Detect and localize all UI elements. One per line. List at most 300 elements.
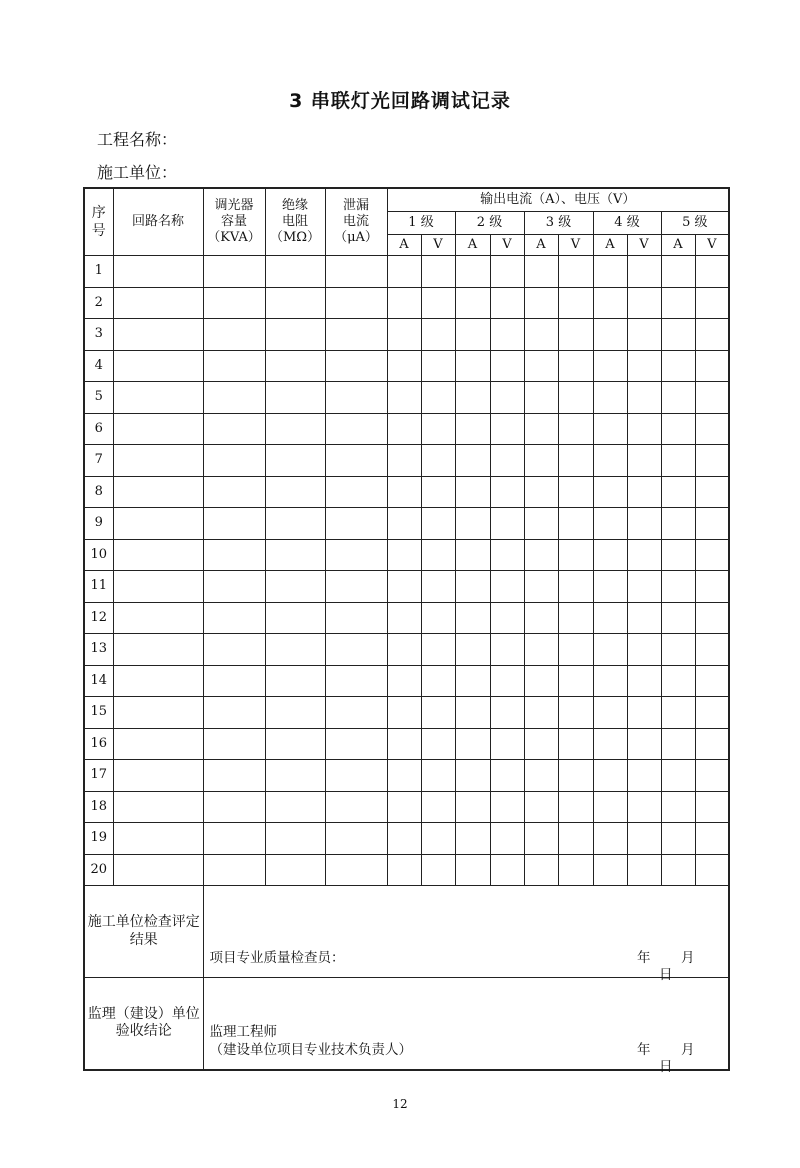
entry-cell[interactable]: [113, 382, 203, 414]
entry-cell[interactable]: [455, 697, 490, 729]
entry-cell[interactable]: [325, 413, 387, 445]
entry-cell[interactable]: [593, 823, 627, 855]
entry-cell[interactable]: [558, 760, 593, 792]
entry-cell[interactable]: [113, 319, 203, 351]
entry-cell[interactable]: [265, 539, 325, 571]
entry-cell[interactable]: [593, 539, 627, 571]
entry-cell[interactable]: [325, 697, 387, 729]
entry-cell[interactable]: [455, 602, 490, 634]
entry-cell[interactable]: [695, 697, 729, 729]
entry-cell[interactable]: [325, 445, 387, 477]
entry-cell[interactable]: [203, 728, 265, 760]
entry-cell[interactable]: [421, 476, 455, 508]
table-row: [84, 287, 729, 319]
entry-cell[interactable]: [490, 539, 524, 571]
entry-cell[interactable]: [695, 634, 729, 666]
entry-cell[interactable]: [524, 319, 558, 351]
entry-cell[interactable]: [113, 602, 203, 634]
entry-cell[interactable]: [325, 823, 387, 855]
entry-cell[interactable]: [593, 634, 627, 666]
entry-cell[interactable]: [558, 287, 593, 319]
entry-cell[interactable]: [421, 445, 455, 477]
entry-cell[interactable]: [490, 382, 524, 414]
entry-cell[interactable]: [421, 256, 455, 288]
entry-cell[interactable]: [695, 665, 729, 697]
entry-cell[interactable]: [265, 665, 325, 697]
entry-cell[interactable]: [325, 539, 387, 571]
entry-cell[interactable]: [627, 602, 661, 634]
entry-cell[interactable]: [113, 854, 203, 886]
entry-cell[interactable]: [661, 350, 695, 382]
entry-cell[interactable]: [490, 697, 524, 729]
entry-cell[interactable]: [203, 445, 265, 477]
entry-cell[interactable]: [661, 256, 695, 288]
entry-cell[interactable]: [661, 791, 695, 823]
entry-cell[interactable]: [113, 760, 203, 792]
entry-cell[interactable]: [203, 760, 265, 792]
entry-cell[interactable]: [490, 571, 524, 603]
entry-cell[interactable]: [455, 634, 490, 666]
entry-cell[interactable]: [558, 350, 593, 382]
entry-cell[interactable]: [695, 445, 729, 477]
entry-cell[interactable]: [265, 602, 325, 634]
entry-cell[interactable]: [627, 791, 661, 823]
entry-cell[interactable]: [203, 634, 265, 666]
entry-cell[interactable]: [558, 571, 593, 603]
entry-cell[interactable]: [203, 823, 265, 855]
table-row: [84, 854, 729, 886]
entry-cell[interactable]: [661, 539, 695, 571]
entry-cell[interactable]: [558, 382, 593, 414]
entry-cell[interactable]: [113, 350, 203, 382]
entry-cell[interactable]: [113, 791, 203, 823]
entry-cell[interactable]: [455, 508, 490, 540]
entry-cell[interactable]: [455, 760, 490, 792]
entry-cell[interactable]: [695, 728, 729, 760]
entry-cell[interactable]: [695, 760, 729, 792]
entry-cell[interactable]: [455, 791, 490, 823]
supervision-conclusion-cell[interactable]: [203, 978, 729, 1075]
entry-cell[interactable]: [627, 508, 661, 540]
entry-cell[interactable]: [558, 697, 593, 729]
entry-cell[interactable]: [490, 319, 524, 351]
entry-cell[interactable]: [524, 760, 558, 792]
entry-cell[interactable]: [593, 287, 627, 319]
table-row: [84, 823, 729, 855]
entry-cell[interactable]: [113, 287, 203, 319]
entry-cell[interactable]: [265, 571, 325, 603]
entry-cell[interactable]: [113, 539, 203, 571]
entry-cell[interactable]: [325, 760, 387, 792]
entry-cell[interactable]: [524, 539, 558, 571]
entry-cell[interactable]: [265, 382, 325, 414]
entry-cell[interactable]: [203, 382, 265, 414]
entry-cell[interactable]: [203, 571, 265, 603]
entry-cell[interactable]: [627, 287, 661, 319]
entry-cell[interactable]: [627, 319, 661, 351]
entry-cell[interactable]: [203, 508, 265, 540]
entry-cell[interactable]: [490, 854, 524, 886]
entry-cell[interactable]: [593, 256, 627, 288]
entry-cell[interactable]: [421, 697, 455, 729]
entry-cell[interactable]: [524, 634, 558, 666]
entry-cell[interactable]: [387, 476, 421, 508]
entry-cell[interactable]: [593, 445, 627, 477]
entry-cell[interactable]: [490, 350, 524, 382]
entry-cell[interactable]: [661, 445, 695, 477]
entry-cell[interactable]: [593, 602, 627, 634]
entry-cell[interactable]: [661, 854, 695, 886]
entry-cell[interactable]: [490, 287, 524, 319]
entry-cell[interactable]: [558, 319, 593, 351]
entry-cell[interactable]: [455, 350, 490, 382]
entry-cell[interactable]: [421, 413, 455, 445]
entry-cell[interactable]: [558, 854, 593, 886]
entry-cell[interactable]: [524, 508, 558, 540]
entry-cell[interactable]: [695, 823, 729, 855]
entry-cell[interactable]: [524, 287, 558, 319]
entry-cell[interactable]: [593, 854, 627, 886]
entry-cell[interactable]: [455, 728, 490, 760]
entry-cell[interactable]: [524, 697, 558, 729]
entry-cell[interactable]: [627, 697, 661, 729]
entry-cell[interactable]: [325, 791, 387, 823]
entry-cell[interactable]: [490, 445, 524, 477]
header-unit-a: A: [593, 235, 627, 256]
entry-cell[interactable]: [558, 445, 593, 477]
entry-cell[interactable]: [265, 760, 325, 792]
entry-cell[interactable]: [421, 571, 455, 603]
entry-cell[interactable]: [325, 602, 387, 634]
entry-cell[interactable]: [455, 445, 490, 477]
entry-cell[interactable]: [387, 382, 421, 414]
entry-cell[interactable]: [113, 476, 203, 508]
entry-cell[interactable]: [558, 823, 593, 855]
entry-cell[interactable]: [265, 476, 325, 508]
entry-cell[interactable]: [524, 382, 558, 414]
entry-cell[interactable]: [421, 287, 455, 319]
entry-cell[interactable]: [387, 508, 421, 540]
entry-cell[interactable]: [627, 760, 661, 792]
entry-cell[interactable]: [265, 508, 325, 540]
entry-cell[interactable]: [421, 823, 455, 855]
entry-cell[interactable]: [265, 823, 325, 855]
entry-cell[interactable]: [387, 823, 421, 855]
entry-cell[interactable]: [113, 508, 203, 540]
entry-cell[interactable]: [455, 854, 490, 886]
entry-cell[interactable]: [265, 319, 325, 351]
entry-cell[interactable]: [325, 571, 387, 603]
entry-cell[interactable]: [593, 413, 627, 445]
entry-cell[interactable]: [695, 382, 729, 414]
page-number: 12: [392, 1097, 408, 1111]
construction-conclusion-label: 施工单位检查评定结果: [84, 886, 203, 978]
entry-cell[interactable]: [524, 854, 558, 886]
row-number: 3: [84, 319, 113, 351]
entry-cell[interactable]: [490, 728, 524, 760]
entry-cell[interactable]: [524, 571, 558, 603]
entry-cell[interactable]: [455, 823, 490, 855]
entry-cell[interactable]: [113, 413, 203, 445]
entry-cell[interactable]: [265, 854, 325, 886]
entry-cell[interactable]: [265, 697, 325, 729]
entry-cell[interactable]: [558, 791, 593, 823]
row-number: 2: [84, 287, 113, 319]
entry-cell[interactable]: [558, 413, 593, 445]
entry-cell[interactable]: [455, 539, 490, 571]
entry-cell[interactable]: [524, 350, 558, 382]
entry-cell[interactable]: [695, 350, 729, 382]
entry-cell[interactable]: [490, 413, 524, 445]
entry-cell[interactable]: [203, 697, 265, 729]
entry-cell[interactable]: [558, 256, 593, 288]
entry-cell[interactable]: [421, 539, 455, 571]
entry-cell[interactable]: [695, 854, 729, 886]
entry-cell[interactable]: [203, 413, 265, 445]
entry-cell[interactable]: [661, 697, 695, 729]
construction-unit-label: 施工单位：: [97, 163, 178, 182]
entry-cell[interactable]: [455, 319, 490, 351]
entry-cell[interactable]: [524, 665, 558, 697]
entry-cell[interactable]: [627, 445, 661, 477]
entry-cell[interactable]: [661, 823, 695, 855]
entry-cell[interactable]: [558, 665, 593, 697]
entry-cell[interactable]: [558, 539, 593, 571]
entry-cell[interactable]: [627, 728, 661, 760]
day-label: 日: [659, 966, 673, 983]
entry-cell[interactable]: [661, 382, 695, 414]
entry-cell[interactable]: [558, 602, 593, 634]
entry-cell[interactable]: [387, 728, 421, 760]
entry-cell[interactable]: [203, 287, 265, 319]
entry-cell[interactable]: [421, 382, 455, 414]
entry-cell[interactable]: [421, 319, 455, 351]
entry-cell[interactable]: [421, 791, 455, 823]
entry-cell[interactable]: [524, 602, 558, 634]
entry-cell[interactable]: [455, 287, 490, 319]
entry-cell[interactable]: [627, 665, 661, 697]
entry-cell[interactable]: [558, 728, 593, 760]
entry-cell[interactable]: [113, 823, 203, 855]
entry-cell[interactable]: [695, 476, 729, 508]
entry-cell[interactable]: [490, 476, 524, 508]
entry-cell[interactable]: [203, 256, 265, 288]
entry-cell[interactable]: [695, 508, 729, 540]
entry-cell[interactable]: [387, 634, 421, 666]
entry-cell[interactable]: [455, 256, 490, 288]
entry-cell[interactable]: [387, 791, 421, 823]
entry-cell[interactable]: [325, 665, 387, 697]
entry-cell[interactable]: [524, 445, 558, 477]
entry-cell[interactable]: [627, 350, 661, 382]
entry-cell[interactable]: [265, 350, 325, 382]
entry-cell[interactable]: [203, 350, 265, 382]
entry-cell[interactable]: [627, 476, 661, 508]
entry-cell[interactable]: [524, 791, 558, 823]
entry-cell[interactable]: [421, 350, 455, 382]
entry-cell[interactable]: [593, 508, 627, 540]
entry-cell[interactable]: [558, 634, 593, 666]
entry-cell[interactable]: [524, 256, 558, 288]
entry-cell[interactable]: [661, 287, 695, 319]
entry-cell[interactable]: [203, 665, 265, 697]
entry-cell[interactable]: [524, 413, 558, 445]
entry-cell[interactable]: [490, 665, 524, 697]
entry-cell[interactable]: [387, 760, 421, 792]
construction-conclusion-cell[interactable]: [203, 886, 729, 983]
entry-cell[interactable]: [593, 382, 627, 414]
entry-cell[interactable]: [627, 539, 661, 571]
entry-cell[interactable]: [113, 445, 203, 477]
entry-cell[interactable]: [265, 445, 325, 477]
entry-cell[interactable]: [203, 854, 265, 886]
entry-cell[interactable]: [387, 697, 421, 729]
entry-cell[interactable]: [524, 823, 558, 855]
entry-cell[interactable]: [627, 571, 661, 603]
entry-cell[interactable]: [265, 728, 325, 760]
entry-cell[interactable]: [593, 319, 627, 351]
entry-cell[interactable]: [421, 602, 455, 634]
entry-cell[interactable]: [421, 508, 455, 540]
entry-cell[interactable]: [113, 728, 203, 760]
entry-cell[interactable]: [113, 697, 203, 729]
entry-cell[interactable]: [490, 256, 524, 288]
entry-cell[interactable]: [661, 319, 695, 351]
entry-cell[interactable]: [695, 287, 729, 319]
entry-cell[interactable]: [695, 791, 729, 823]
entry-cell[interactable]: [325, 382, 387, 414]
entry-cell[interactable]: [455, 413, 490, 445]
entry-cell[interactable]: [387, 854, 421, 886]
entry-cell[interactable]: [387, 350, 421, 382]
entry-cell[interactable]: [661, 634, 695, 666]
entry-cell[interactable]: [113, 634, 203, 666]
entry-cell[interactable]: [203, 539, 265, 571]
entry-cell[interactable]: [695, 539, 729, 571]
entry-cell[interactable]: [203, 319, 265, 351]
entry-cell[interactable]: [265, 413, 325, 445]
year-label: 年: [637, 1042, 651, 1058]
entry-cell[interactable]: [387, 413, 421, 445]
table-row: [84, 571, 729, 603]
entry-cell[interactable]: [265, 634, 325, 666]
entry-cell[interactable]: [113, 256, 203, 288]
table-row: [84, 319, 729, 351]
entry-cell[interactable]: [387, 602, 421, 634]
entry-cell[interactable]: [490, 791, 524, 823]
entry-cell[interactable]: [265, 791, 325, 823]
entry-cell[interactable]: [558, 476, 593, 508]
entry-cell[interactable]: [387, 571, 421, 603]
entry-cell[interactable]: [455, 571, 490, 603]
entry-cell[interactable]: [325, 476, 387, 508]
entry-cell[interactable]: [325, 256, 387, 288]
entry-cell[interactable]: [421, 634, 455, 666]
entry-cell[interactable]: [661, 665, 695, 697]
entry-cell[interactable]: [265, 287, 325, 319]
entry-cell[interactable]: [325, 350, 387, 382]
entry-cell[interactable]: [490, 823, 524, 855]
entry-cell[interactable]: [113, 665, 203, 697]
entry-cell[interactable]: [325, 728, 387, 760]
entry-cell[interactable]: [387, 665, 421, 697]
entry-cell[interactable]: [524, 476, 558, 508]
entry-cell[interactable]: [661, 413, 695, 445]
entry-cell[interactable]: [558, 508, 593, 540]
entry-cell[interactable]: [387, 287, 421, 319]
entry-cell[interactable]: [593, 760, 627, 792]
entry-cell[interactable]: [387, 539, 421, 571]
entry-cell[interactable]: [421, 760, 455, 792]
header-unit-a: A: [387, 235, 421, 256]
entry-cell[interactable]: [695, 319, 729, 351]
entry-cell[interactable]: [524, 728, 558, 760]
entry-cell[interactable]: [387, 319, 421, 351]
entry-cell[interactable]: [695, 571, 729, 603]
row-number: 13: [84, 634, 113, 666]
entry-cell[interactable]: [661, 508, 695, 540]
entry-cell[interactable]: [593, 791, 627, 823]
entry-cell[interactable]: [265, 256, 325, 288]
entry-cell[interactable]: [455, 476, 490, 508]
entry-cell[interactable]: [490, 760, 524, 792]
entry-cell[interactable]: [661, 476, 695, 508]
entry-cell[interactable]: [593, 728, 627, 760]
entry-cell[interactable]: [593, 350, 627, 382]
entry-cell[interactable]: [695, 256, 729, 288]
entry-cell[interactable]: [325, 319, 387, 351]
header-level-5: 5 级: [661, 212, 729, 235]
entry-cell[interactable]: [661, 602, 695, 634]
entry-cell[interactable]: [421, 854, 455, 886]
entry-cell[interactable]: [627, 413, 661, 445]
entry-cell[interactable]: [627, 382, 661, 414]
entry-cell[interactable]: [490, 508, 524, 540]
entry-cell[interactable]: [387, 445, 421, 477]
entry-cell[interactable]: [421, 728, 455, 760]
entry-cell[interactable]: [455, 665, 490, 697]
table-row: [84, 508, 729, 540]
entry-cell[interactable]: [593, 697, 627, 729]
entry-cell[interactable]: [661, 728, 695, 760]
entry-cell[interactable]: [661, 571, 695, 603]
row-number: 6: [84, 413, 113, 445]
entry-cell[interactable]: [325, 854, 387, 886]
entry-cell[interactable]: [627, 634, 661, 666]
entry-cell[interactable]: [627, 823, 661, 855]
entry-cell[interactable]: [695, 413, 729, 445]
entry-cell[interactable]: [421, 665, 455, 697]
entry-cell[interactable]: [490, 602, 524, 634]
entry-cell[interactable]: [325, 634, 387, 666]
entry-cell[interactable]: [593, 571, 627, 603]
entry-cell[interactable]: [627, 854, 661, 886]
entry-cell[interactable]: [593, 476, 627, 508]
entry-cell[interactable]: [203, 602, 265, 634]
entry-cell[interactable]: [661, 760, 695, 792]
entry-cell[interactable]: [113, 571, 203, 603]
entry-cell[interactable]: [695, 602, 729, 634]
entry-cell[interactable]: [325, 287, 387, 319]
entry-cell[interactable]: [203, 476, 265, 508]
entry-cell[interactable]: [455, 382, 490, 414]
entry-cell[interactable]: [325, 508, 387, 540]
entry-cell[interactable]: [490, 634, 524, 666]
entry-cell[interactable]: [203, 791, 265, 823]
entry-cell[interactable]: [593, 665, 627, 697]
entry-cell[interactable]: [627, 256, 661, 288]
entry-cell[interactable]: [387, 256, 421, 288]
